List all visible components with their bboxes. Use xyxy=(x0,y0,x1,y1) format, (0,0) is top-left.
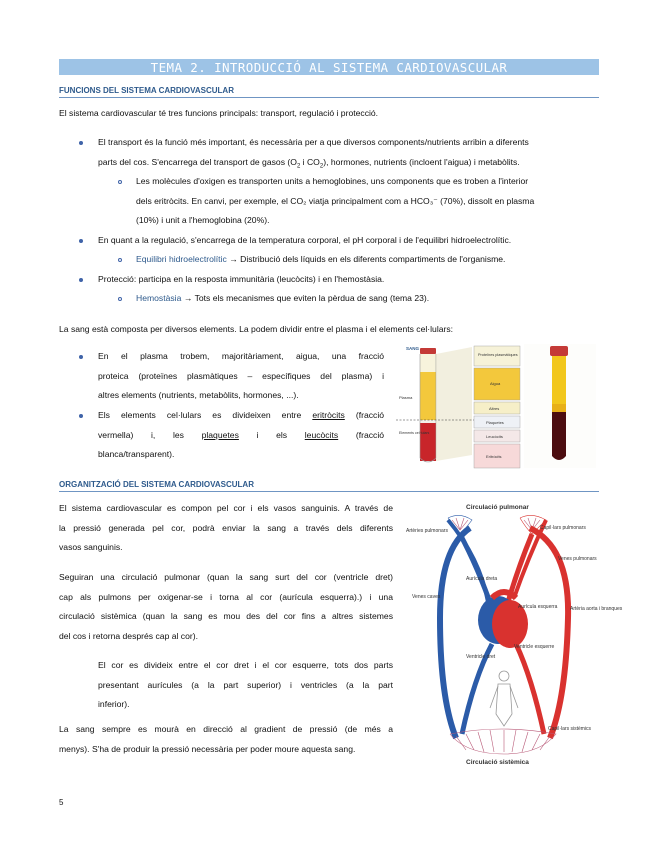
sub-bullet-ring xyxy=(118,297,122,301)
tube-label-plasma: Plasma xyxy=(399,395,413,400)
label-auricula-esquerra: Aurícula esquerra xyxy=(518,604,558,610)
bullet-transport-line1: El transport és la funció més important, és necessària per a que diversos components/nutrients arribin a diferents xyxy=(98,137,529,147)
paragraph-circulacio: Seguiran una circulació pulmonar (quan la sang surt del cor (ventricle dret) cap als pulmons per oxigenar-se i torna al cor (aurícula esquerra).) i una circulació sistèmica (quan la sang es mou des del cor fins a altres sistemes del cos i retorna després cap al cor). xyxy=(59,572,393,641)
sub-bullet-ring xyxy=(118,258,122,262)
sub-bullet-oxigen-line3: (10%) i unit a l'hemoglobina (20%). xyxy=(136,215,270,225)
label-auricula-dreta: Aurícula dreta xyxy=(466,576,498,582)
paragraph-composicio: El sistema cardiovascular es compon pel cor i els vasos sanguinis. A través de la pressió generada pel cor, podrà enviar la sang a través dels diferents vasos sanguinis. xyxy=(59,503,393,552)
label-venes-caves: Venes caves xyxy=(412,594,441,600)
label-venes-pulmonars: Venes pulmonars xyxy=(558,556,597,562)
circulation-title-pulmonar: Circulació pulmonar xyxy=(466,504,529,511)
tube-component-proteines: Proteïnes plasmàtiques xyxy=(478,353,518,357)
bullet-elements: Els elements cel·lulars es divideixen entre eritròcits (fracció vermella) i, les plaquetes i els leucòcits (fracció blanca/transparent). xyxy=(98,410,385,459)
paragraph-pressio: La sang sempre es mourà en direcció al gradient de pressió (de més a menys). S'ha de produir la pressió necessària per poder moure aquesta sang. xyxy=(59,724,393,754)
tube-component-aigua: Aigua xyxy=(490,381,501,386)
tube-label-elements: Elements cel·lulars xyxy=(399,431,430,435)
sang-intro-paragraph: La sang està composta per diversos elements. La podem dividir entre el plasma i el elements cel·lulars: xyxy=(59,324,454,334)
sub-bullet-oxigen-line2: dels eritròcits. En canvi, per exemple, el CO₂ viatja principalment com a HCO₃⁻ (70%), dissolt en plasma xyxy=(136,195,535,206)
sub-bullet-oxigen-line1: Les molècules d'oxigen es transporten units a hemoglobines, uns components que es troben a l'interior xyxy=(136,176,529,186)
bullet-dot xyxy=(79,141,83,145)
bullet-regulacio: En quant a la regulació, s'encarrega de la temperatura corporal, el pH corporal i de l'equilibri hidroelectrolític. xyxy=(98,235,512,245)
paragraph-cor: El cor es divideix entre el cor dret i el cor esquerre, tots dos parts presentant aurícules (a la part superior) i ventricles (a la part inferior). xyxy=(98,660,393,709)
bullet-transport-line2: parts del cos. S'encarrega del transport de gasos ($O_2$ i $CO_2$), hormones, nutrients (incloent l'aigua) i metabòlits. xyxy=(98,156,520,170)
page-number: 5 xyxy=(59,798,64,807)
bullet-dot xyxy=(79,355,83,359)
bullet-proteccio: Protecció: participa en la resposta immunitària (leucòcits) i en l'hemostàsia. xyxy=(98,274,385,284)
label-arteria-aorta: Artèria aorta i branques xyxy=(570,606,623,612)
bullet-dot xyxy=(79,278,83,282)
tube-label-sang: SANG xyxy=(406,346,420,351)
label-arteries-pulmonars: Artèries pulmonars xyxy=(406,528,448,534)
bullet-plasma: En el plasma trobem, majoritàriament, aigua, una fracció proteica (proteïnes plasmàtiques – específiques del plasma) i altres elements (nutrients, metabòlits, hormones, ...). xyxy=(98,351,384,400)
sub-bullet-oxigen xyxy=(136,172,594,231)
sub-bullet-hemostasia: Hemostàsia → Tots els mecanismes que eviten la pèrdua de sang (tema 23). xyxy=(136,293,430,303)
sub-bullet-equilibri: Equilibri hidroelectrolític → Distribució dels líquids en els diferents compartiments de l'organisme. xyxy=(136,254,506,264)
tube-component-altres: Altres xyxy=(489,406,500,411)
section-heading-organitzacio: ORGANITZACIÓ DEL SISTEMA CARDIOVASCULAR xyxy=(59,480,599,492)
tube-component-plaquetes: Plaquetes xyxy=(486,420,504,425)
bullet-dot xyxy=(79,239,83,243)
sub-bullet-ring xyxy=(118,180,122,184)
intro-paragraph: El sistema cardiovascular té tres funcions principals: transport, regulació i protecció. xyxy=(59,108,379,118)
label-capillars-pulmonars: Capil·lars pulmonars xyxy=(540,525,586,531)
section-heading-funcions: FUNCIONS DEL SISTEMA CARDIOVASCULAR xyxy=(59,86,599,98)
bullet-transport xyxy=(98,133,594,177)
label-capillars-sistemics: Capil·lars sistèmics xyxy=(548,726,592,732)
bullet-dot xyxy=(79,414,83,418)
label-ventricle-esquerre: Ventricle esquerre xyxy=(514,644,555,650)
page-title: TEMA 2. INTRODUCCIÓ AL SISTEMA CARDIOVASCULAR xyxy=(150,59,508,75)
blood-tube-figure xyxy=(396,342,598,472)
circulation-diagram xyxy=(400,498,623,770)
label-ventricle-dret: Ventricle dret xyxy=(466,654,496,660)
tube-component-eritrocits: Eritròcits xyxy=(486,454,502,459)
title-bar xyxy=(59,59,599,75)
tube-component-leucocits: Leucòcits xyxy=(486,434,503,439)
circulation-title-sistemica: Circulació sistèmica xyxy=(466,759,529,766)
